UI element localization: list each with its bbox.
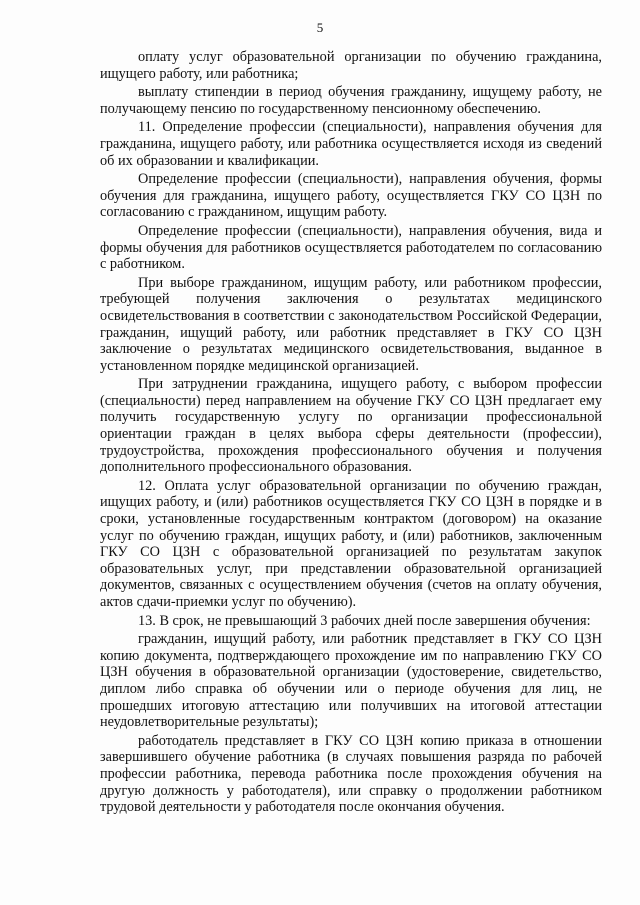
document-body: [100, 49, 602, 818]
paragraph: выплату стипендии в период обучения гражданину, ищущему работу, не получающему пенсию по государственному пенсионному обеспечению.: [100, 84, 602, 117]
paragraph: 11. Определение профессии (специальности), направления обучения для гражданина, ищущего работу, или работника осуществляется исходя из сведений об их образовании и квалификации.: [100, 119, 602, 169]
page-number: 5: [316, 20, 324, 35]
paragraph: работодатель представляет в ГКУ СО ЦЗН копию приказа в отношении завершившего обучение работника (в случаях повышения разряда по рабочей профессии работника, перевода работника после прохождения обучения на другую должность у работодателя), или справку о продолжении работником трудовой деятельности у работодателя после окончания обучения.: [100, 732, 602, 816]
paragraph: оплату услуг образовательной организации по обучению гражданина, ищущего работу, или работника;: [100, 49, 602, 82]
paragraph: 12. Оплата услуг образовательной организации по обучению граждан, ищущих работу, и (или) работников осуществляется ГКУ СО ЦЗН в порядке и в сроки, установленные государственным контрактом (договором) на оказание услуг по обучению граждан, ищущих работу, и (или) работников, заключенным ГКУ СО ЦЗН с образовательной организацией по результатам закупок образовательных услуг, при представлении образовательной организацией документов, связанных с осуществлением обучения (счетов на оплату обучения, актов сдачи-приемки услуг по обучению).: [100, 477, 602, 610]
paragraph: При затруднении гражданина, ищущего работу, с выбором профессии (специальности) перед направлением на обучение ГКУ СО ЦЗН предлагает ему получить государственную услугу по организации профессиональной ориентации граждан в целях выбора сферы деятельности (профессии), трудоустройства, прохождения профессионального обучения и получения дополнительного профессионального образования.: [100, 376, 602, 476]
paragraph: Определение профессии (специальности), направления обучения, формы обучения для гражданина, ищущего работу, осуществляется ГКУ СО ЦЗН по согласованию с гражданином, ищущим работу.: [100, 171, 602, 221]
paragraph: гражданин, ищущий работу, или работник представляет в ГКУ СО ЦЗН копию документа, подтверждающего прохождение им по направлению ГКУ СО ЦЗН обучения в образовательной организации (удостоверение, свидетельство, диплом либо справка об обучении или о периоде обучения для лиц, не прошедших итоговую аттестацию или получивших на итоговой аттестации неудовлетворительные результаты);: [100, 631, 602, 731]
paragraph: При выборе гражданином, ищущим работу, или работником профессии, требующей получения заключения о результатах медицинского освидетельствования в соответствии с законодательством Российской Федерации, гражданин, ищущий работу, или работник представляет в ГКУ СО ЦЗН заключение о результатах медицинского освидетельствования, выданное в установленном порядке медицинской организацией.: [100, 274, 602, 374]
paragraph: 13. В срок, не превышающий 3 рабочих дней после завершения обучения:: [138, 612, 591, 629]
paragraph: Определение профессии (специальности), направления обучения, вида и формы обучения для работников осуществляется работодателем по согласованию с работником.: [100, 222, 602, 273]
